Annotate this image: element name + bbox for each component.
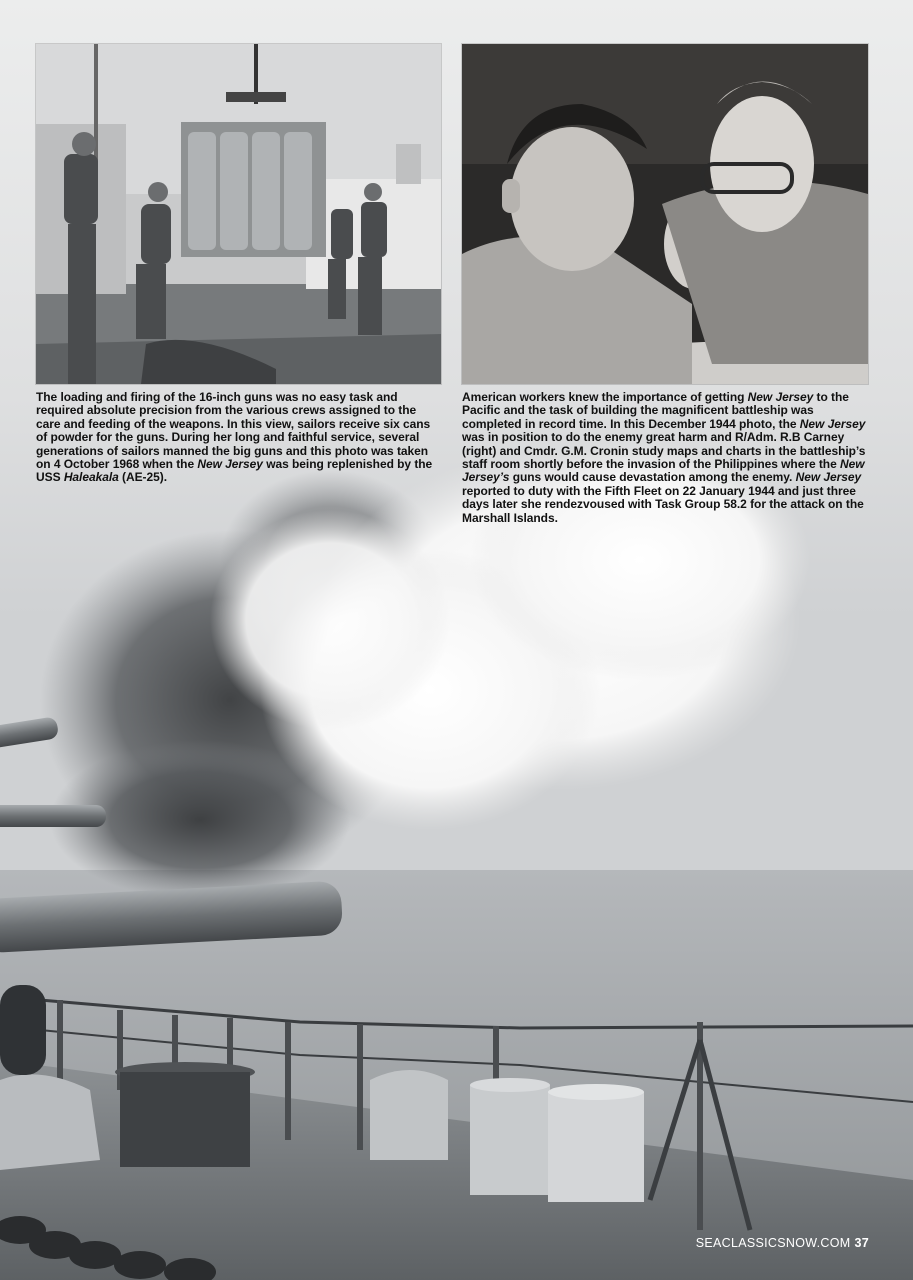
caption-officers-charts: American workers knew the importance of getting New Jersey to the Pacific and the task of building the magnificent battleship was completed in record time. In this December 1944 photo, the New Jersey was in position to do the enemy great harm and R/Adm. R.B Carney (right) and Cmdr. G.M. Cronin study maps and charts in the battleship’s staff room shortly before the invasion of the Philippines where the New Jersey’s guns would cause devastation among the enemy. New Jersey reported to duty with the Fifth Fleet on 22 January 1944 and just three days later she rendezvoused with Task Group 58.2 for the attack on the Marshall Islands. [462,390,866,525]
caption-powder-cans: The loading and firing of the 16-inch guns was no easy task and required absolute precision from the various crews assigned to the care and feeding of the weapons. In this view, sailors receive six cans of powder for the guns. During her long and faithful service, several generations of sailors manned the big guns and this photo was taken on 4 October 1968 when the New Jersey was being replenished by the USS Haleakala (AE-25). [36,390,433,485]
page-number: 37 [854,1236,869,1250]
officers-study-charts-photo [462,44,868,384]
page-footer [696,1236,869,1250]
site-name: SEACLASSICSNOW.COM [695,1236,851,1250]
powder-cans-photo [36,44,441,384]
